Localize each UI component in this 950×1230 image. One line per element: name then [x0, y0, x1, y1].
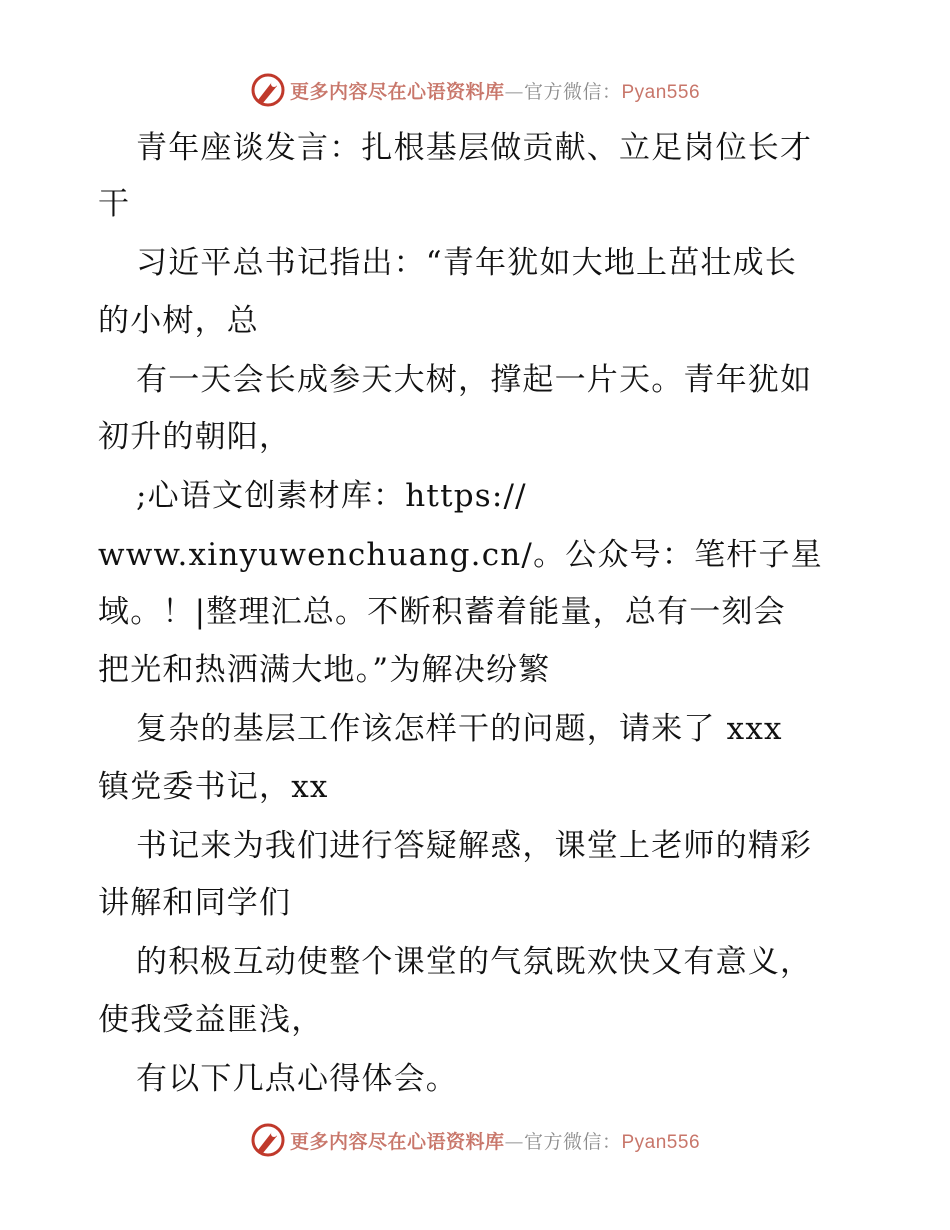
text-line: 复杂的基层工作该怎样干的问题，请来了 xxx	[136, 711, 783, 747]
text-line: 的小树，总	[98, 303, 259, 339]
pen-nib-logo-icon	[250, 1122, 286, 1158]
banner-dash: —	[504, 1130, 524, 1153]
text-line: ;心语文创素材库：https://	[136, 478, 527, 514]
text-line: 使我受益匪浅，	[98, 1002, 324, 1038]
banner-main-text: 更多内容尽在心语资料库	[289, 80, 505, 103]
text-line: 青年座谈发言：扎根基层做贡献、立足岗位长才	[136, 130, 813, 166]
text-line: 域。！|整理汇总。不断积蓄着能量，总有一刻会	[98, 594, 786, 630]
banner-sub-text: 官方微信：	[523, 1130, 622, 1153]
text-line: 把光和热洒满大地。”为解决纷繁	[98, 652, 551, 688]
header-banner	[0, 70, 950, 110]
text-line: 有以下几点心得体会。	[136, 1061, 458, 1097]
text-line: 有一天会长成参天大树，撑起一片天。青年犹如	[136, 362, 813, 398]
text-line: 干	[98, 186, 131, 222]
banner-main-text: 更多内容尽在心语资料库	[289, 1130, 505, 1153]
text-line: 书记来为我们进行答疑解惑，课堂上老师的精彩	[136, 828, 813, 864]
banner-wechat-id: Pyan556	[621, 1131, 701, 1153]
footer-banner	[0, 1120, 950, 1160]
text-line: 习近平总书记指出：“青年犹如大地上茁壮成长	[136, 245, 798, 281]
pen-nib-logo-icon	[250, 72, 286, 108]
banner-sub-text: 官方微信：	[523, 80, 622, 103]
text-line: 的积极互动使整个课堂的气氛既欢快又有意义，	[136, 944, 813, 980]
banner-wechat-id: Pyan556	[621, 81, 701, 103]
text-line: 镇党委书记，xx	[98, 769, 329, 805]
text-line: www.xinyuwenchuang.cn/。公众号：笔杆子星	[98, 537, 823, 573]
text-line: 初升的朝阳，	[98, 419, 292, 455]
text-line: 讲解和同学们	[98, 885, 292, 921]
banner-dash: —	[504, 80, 524, 103]
